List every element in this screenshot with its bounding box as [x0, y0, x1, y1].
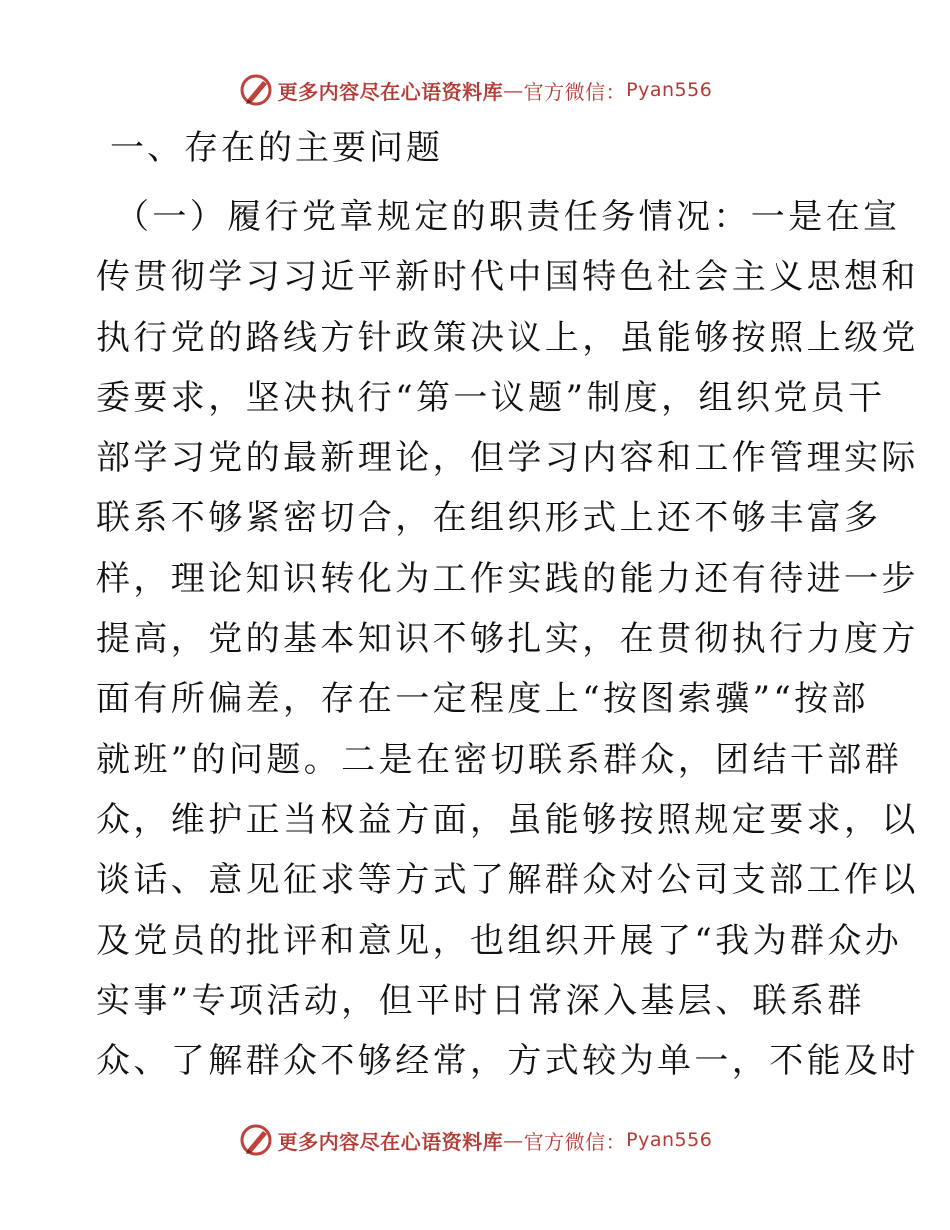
body-line: 样，理论知识转化为工作实践的能力还有待进一步: [96, 558, 919, 599]
watermark-separator: —: [503, 1128, 524, 1152]
body-line: 就班”的问题。二是在密切联系群众，团结干部群: [96, 739, 903, 780]
watermark-wechat-id: Pyan556: [626, 1129, 713, 1151]
body-line: 执行党的路线方针政策决议上，虽能够按照上级党: [96, 317, 919, 358]
watermark-label: 官方微信：: [523, 79, 627, 104]
footer-watermark: [0, 1120, 950, 1160]
body-line: 联系不够紧密切合，在组织形式上还不够丰富多: [96, 498, 882, 539]
watermark-label: 官方微信：: [523, 1129, 627, 1154]
body-line: 传贯彻学习习近平新时代中国特色社会主义思想和: [96, 257, 919, 298]
header-watermark: [0, 70, 950, 110]
section-heading: 一、存在的主要问题: [110, 128, 443, 168]
body-line: 委要求，坚决执行“第一议题”制度，组织党员干: [96, 377, 886, 418]
body-line: 谈话、意见征求等方式了解群众对公司支部工作以: [96, 860, 919, 901]
body-line: 面有所偏差，存在一定程度上“按图索骥”“按部: [96, 679, 869, 720]
watermark-brand: 更多内容尽在心语资料库: [277, 79, 504, 104]
body-line: 众、了解群众不够经常，方式较为单一，不能及时: [96, 1041, 919, 1082]
pen-logo-icon: [238, 73, 274, 107]
body-text: [0, 187, 950, 1091]
body-line: 众，维护正当权益方面，虽能够按照规定要求，以: [96, 799, 919, 840]
body-line: 部学习党的最新理论，但学习内容和工作管理实际: [96, 438, 919, 479]
body-line: 及党员的批评和意见，也组织开展了“我为群众办: [96, 920, 903, 961]
body-line: 提高，党的基本知识不够扎实，在贯彻执行力度方: [96, 619, 919, 660]
pen-logo-icon: [238, 1123, 274, 1157]
watermark-brand: 更多内容尽在心语资料库: [277, 1129, 504, 1154]
watermark-separator: —: [503, 78, 524, 102]
body-line: （一）履行党章规定的职责任务情况：一是在宣: [115, 197, 901, 237]
body-line: 实事”专项活动，但平时日常深入基层、联系群: [96, 980, 865, 1021]
watermark-wechat-id: Pyan556: [626, 79, 713, 101]
